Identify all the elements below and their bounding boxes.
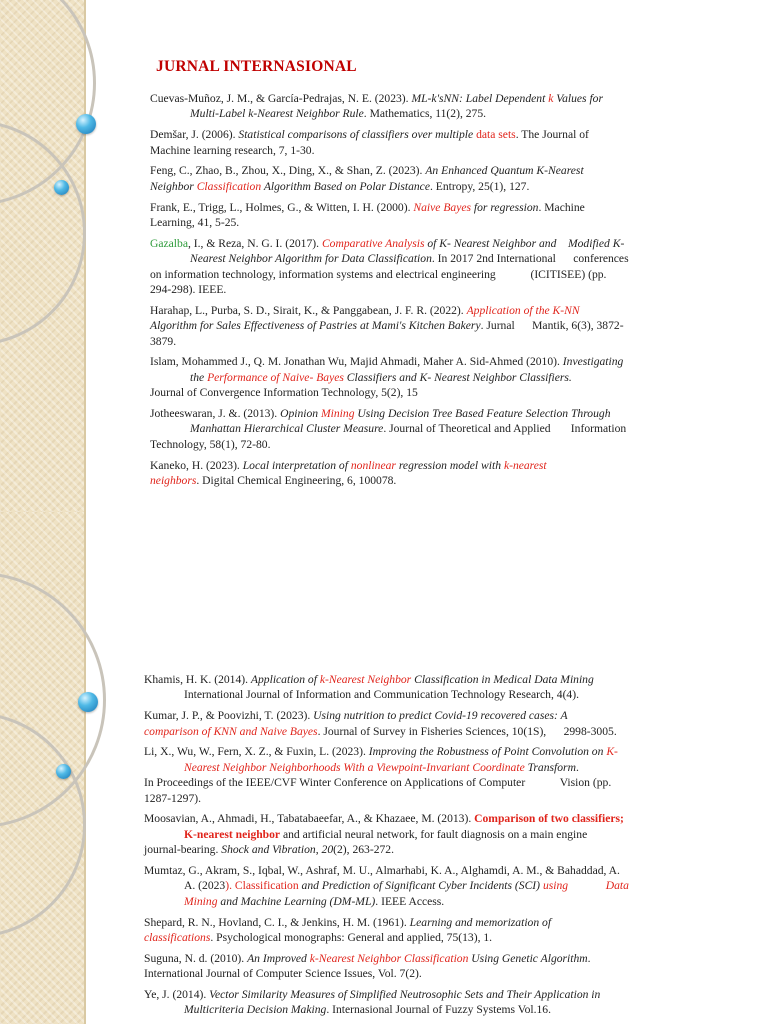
- reference-line: [150, 370, 678, 385]
- reference-text: k-Nearest Neighbor Classification: [309, 951, 469, 965]
- reference-text: Cuevas-Muñoz, J. M., & García-Pedrajas, N. E. (2023).: [150, 92, 412, 105]
- reference-text: Mumtaz, G., Akram, S., Iqbal, W., Ashraf, M. U., Almarhabi, K. A., Alghamdi, A. M., & Bahaddad, A.: [144, 864, 620, 878]
- reference-entry: [144, 951, 678, 982]
- reference-text: data sets: [476, 128, 516, 142]
- reference-text: Kaneko, H. (2023).: [150, 458, 243, 472]
- reference-line: [150, 354, 678, 369]
- reference-text: K-nearest neighbor: [184, 827, 281, 841]
- reference-text: nonlinear: [350, 458, 396, 472]
- reference-text: comparison of KNN and Naive Bayes: [144, 724, 318, 738]
- reference-text: and artificial neural network, for fault diagnosis on a main engine: [280, 827, 588, 841]
- reference-list: [144, 672, 678, 1023]
- reference-line: [144, 775, 678, 790]
- reference-text: Nearest Neighbor Algorithm for Data Classification: [190, 252, 432, 266]
- reference-line: [144, 708, 678, 723]
- reference-line: [150, 473, 678, 488]
- reference-text: Classification: [196, 179, 262, 193]
- reference-line: [150, 318, 678, 333]
- reference-text: An Enhanced Quantum K-Nearest: [425, 164, 584, 178]
- reference-text: Khamis, H. K. (2014).: [144, 673, 251, 686]
- reference-line: [150, 406, 678, 421]
- reference-text: of K- Nearest Neighbor and Modified K-: [424, 236, 625, 250]
- reference-entry: [150, 458, 678, 489]
- reference-text: 294-298). IEEE.: [150, 283, 227, 297]
- reference-text: Statistical comparisons of classifiers over multiple: [238, 128, 477, 142]
- reference-text: Naive Bayes: [413, 200, 472, 214]
- reference-text: classifications: [144, 931, 211, 945]
- reference-line: [144, 744, 678, 759]
- reference-text: . Jurnal Mantik, 6(3), 3872-: [480, 319, 624, 333]
- reference-line: [150, 91, 678, 106]
- reference-line: [150, 282, 678, 297]
- reference-text: Li, X., Wu, W., Fern, X. Z., & Fuxin, L. (2023).: [144, 745, 369, 759]
- reference-text: Using Decision Tree Based Feature Selection Through: [354, 407, 611, 421]
- reference-line: [150, 437, 678, 452]
- reference-text: An Improved: [247, 951, 310, 965]
- reference-entry: [150, 354, 678, 400]
- reference-text: .: [575, 760, 579, 774]
- reference-text: In Proceedings of the IEEE/CVF Winter Conference on Applications of Computer Vision (pp.: [144, 776, 612, 790]
- reference-line: [150, 106, 678, 121]
- reference-line: [144, 827, 678, 842]
- reference-text: Using Genetic Algorithm: [468, 951, 588, 965]
- reference-text: . Internasional Journal of Fuzzy Systems Vol.16.: [326, 1003, 551, 1017]
- reference-text: k-nearest: [503, 458, 547, 472]
- reference-text: Multicriteria Decision Making: [184, 1003, 327, 1017]
- reference-line: [144, 791, 678, 806]
- reference-line: [144, 811, 678, 826]
- reference-text: Performance of Naive- Bayes: [207, 370, 344, 384]
- reference-text: . Machine: [538, 200, 585, 214]
- reference-text: Islam, Mohammed J., Q. M. Jonathan Wu, Majid Ahmadi, Maher A. Sid-Ahmed (2010).: [150, 355, 563, 369]
- reference-line: [144, 915, 678, 930]
- reference-text: Learning and memorization of: [409, 915, 552, 929]
- reference-line: [144, 930, 678, 945]
- reference-entry: [144, 987, 678, 1018]
- reference-text: Manhattan Hierarchical Cluster Measure: [190, 422, 384, 436]
- reference-line: [144, 687, 678, 702]
- reference-text: . Mathematics, 11(2), 275.: [363, 107, 487, 121]
- bubble-icon: [54, 180, 69, 195]
- reference-text: Comparative Analysis: [321, 236, 425, 250]
- reference-text: Journal of Convergence Information Technology, 5(2), 15: [150, 386, 418, 400]
- reference-line: [144, 987, 678, 1002]
- reference-line: [144, 1002, 678, 1017]
- reference-text: Multi-Label k-Nearest Neighbor Rule: [190, 107, 364, 121]
- reference-entry: [144, 708, 678, 739]
- reference-text: Feng, C., Zhao, B., Zhou, X., Ding, X., & Shan, Z. (2023).: [150, 164, 426, 178]
- reference-text: Application of: [250, 673, 320, 686]
- bubble-icon: [56, 764, 71, 779]
- reference-text: (2), 263-272.: [333, 843, 394, 857]
- reference-line: [150, 267, 678, 282]
- reference-text: Mining: [184, 894, 218, 908]
- reference-line: [144, 894, 678, 909]
- reference-line: [150, 179, 678, 194]
- reference-text: k-Nearest Neighbor: [319, 673, 412, 686]
- reference-line: [150, 215, 678, 230]
- reference-text: Shock and Vibration: [221, 843, 316, 857]
- reference-text: Jotheeswaran, J. &. (2013).: [150, 407, 281, 421]
- reference-text: ,: [315, 843, 322, 857]
- reference-text: using Data: [542, 879, 629, 893]
- reference-text: Frank, E., Trigg, L., Holmes, G., & Witten, I. H. (2000).: [150, 200, 414, 214]
- reference-text: Shepard, R. N., Hovland, C. I., & Jenkins, H. M. (1961).: [144, 915, 410, 929]
- reference-text: and Machine Learning (DM-ML): [217, 894, 376, 908]
- reference-text: Harahap, L., Purba, S. D., Sirait, K., & Panggabean, J. F. R. (2022).: [150, 303, 467, 317]
- reference-text: 3879.: [150, 334, 177, 348]
- reference-line: [150, 236, 678, 251]
- reference-entry: [144, 672, 678, 703]
- reference-text: Kumar, J. P., & Poovizhi, T. (2023).: [144, 709, 314, 723]
- reference-text: Using nutrition to predict Covid-19 recovered cases: A: [313, 709, 568, 723]
- reference-text: Neighbor: [150, 179, 197, 193]
- reference-line: [150, 143, 678, 158]
- reference-text: Ye, J. (2014).: [144, 988, 210, 1002]
- reference-line: [150, 303, 678, 318]
- reference-text: Investigating: [562, 355, 624, 369]
- reference-text: . The Journal of: [515, 128, 589, 142]
- reference-line: [150, 200, 678, 215]
- reference-entry: [150, 236, 678, 298]
- reference-text: Mining: [321, 407, 355, 421]
- reference-text: Suguna, N. d. (2010).: [144, 951, 248, 965]
- reference-entry: [150, 303, 678, 349]
- reference-text: regression model with: [395, 458, 504, 472]
- reference-text: Local interpretation of: [242, 458, 351, 472]
- page-title: JURNAL INTERNASIONAL: [156, 58, 357, 75]
- reference-text: International Journal of Computer Science Issues, Vol. 7(2).: [144, 967, 422, 981]
- reference-entry: [150, 406, 678, 452]
- reference-text: Gazalba: [150, 236, 188, 250]
- reference-text: Technology, 58(1), 72-80.: [150, 437, 271, 451]
- reference-text: .: [587, 951, 591, 965]
- reference-line: [144, 760, 678, 775]
- reference-line: [150, 163, 678, 178]
- reference-line: [150, 385, 678, 400]
- reference-line: [150, 251, 678, 266]
- reference-text: 20: [321, 843, 334, 857]
- reference-text: Opinion: [280, 407, 321, 421]
- reference-text: the: [190, 370, 208, 384]
- reference-text: Nearest Neighbor Neighborhoods With a Viewpoint-Invariant Coordinate: [184, 760, 525, 774]
- reference-entry: [144, 744, 678, 806]
- reference-text: k: [548, 92, 554, 105]
- reference-text: . Entropy, 25(1), 127.: [429, 179, 530, 193]
- reference-line: [144, 724, 678, 739]
- slide-2: [0, 512, 768, 1024]
- reference-text: . IEEE Access.: [375, 894, 445, 908]
- reference-text: K-: [606, 745, 618, 759]
- reference-line: [144, 966, 678, 981]
- bubble-icon: [76, 114, 96, 134]
- reference-text: 1287-1297).: [144, 791, 201, 805]
- reference-text: Improving the Robustness of Point Convolution on: [368, 745, 607, 759]
- reference-text: Machine learning research, 7, 1-30.: [150, 143, 315, 157]
- reference-text: for regression: [471, 200, 539, 214]
- reference-entry: [144, 811, 678, 857]
- reference-text: Application of the K-NN: [466, 303, 580, 317]
- reference-entry: [144, 863, 678, 909]
- reference-text: Moosavian, A., Ahmadi, H., Tabatabaeefar, A., & Khazaee, M. (2013).: [144, 812, 475, 826]
- reference-text: Classification in Medical Data Mining: [411, 673, 594, 686]
- bubble-icon: [78, 692, 98, 712]
- reference-line: [150, 334, 678, 349]
- reference-text: , I., & Reza, N. G. I. (2017).: [187, 236, 322, 250]
- reference-text: Comparison of two classifiers;: [474, 812, 624, 826]
- reference-text: . Digital Chemical Engineering, 6, 100078.: [196, 474, 397, 488]
- reference-entry: [150, 163, 678, 194]
- reference-entry: [150, 200, 678, 231]
- reference-list: [150, 91, 678, 494]
- reference-line: [144, 951, 678, 966]
- reference-line: [150, 127, 678, 142]
- reference-text: ). Classification: [225, 879, 299, 893]
- reference-line: [144, 672, 678, 687]
- reference-entry: [150, 91, 678, 122]
- reference-text: . In 2017 2nd International conferences: [431, 252, 629, 266]
- reference-text: ML-k'sNN: Label Dependent: [411, 92, 549, 105]
- reference-line: [150, 421, 678, 436]
- reference-text: journal-bearing.: [144, 843, 222, 857]
- reference-text: Algorithm for Sales Effectiveness of Pastries at Mami's Kitchen Bakery: [150, 319, 481, 333]
- reference-text: Vector Similarity Measures of Simplified Neutrosophic Sets and Their Application in: [209, 988, 601, 1002]
- reference-text: . Journal of Theoretical and Applied Information: [383, 422, 627, 436]
- reference-text: Learning, 41, 5-25.: [150, 216, 240, 230]
- reference-text: Values for: [553, 92, 603, 105]
- reference-text: neighbors: [150, 474, 197, 488]
- reference-text: Classifiers and K- Nearest Neighbor Classifiers.: [343, 370, 572, 384]
- reference-text: A. (2023: [184, 879, 226, 893]
- reference-text: on information technology, information systems and electrical engineering (ICITISEE) (pp.: [150, 267, 607, 281]
- reference-line: [144, 863, 678, 878]
- reference-text: Algorithm Based on Polar Distance: [261, 179, 430, 193]
- reference-text: . Psychological monographs: General and applied, 75(13), 1.: [210, 931, 493, 945]
- reference-text: and Prediction of Significant Cyber Incidents (SCI): [298, 879, 543, 893]
- reference-text: . Journal of Survey in Fisheries Sciences, 10(1S), 2998-3005.: [317, 724, 617, 738]
- reference-text: Demšar, J. (2006).: [150, 128, 239, 142]
- reference-text: Transform: [524, 760, 576, 774]
- reference-entry: [150, 127, 678, 158]
- reference-line: [144, 842, 678, 857]
- reference-line: [144, 878, 678, 893]
- reference-entry: [144, 915, 678, 946]
- reference-line: [150, 458, 678, 473]
- reference-text: International Journal of Information and Communication Technology Research, 4(4).: [184, 688, 579, 702]
